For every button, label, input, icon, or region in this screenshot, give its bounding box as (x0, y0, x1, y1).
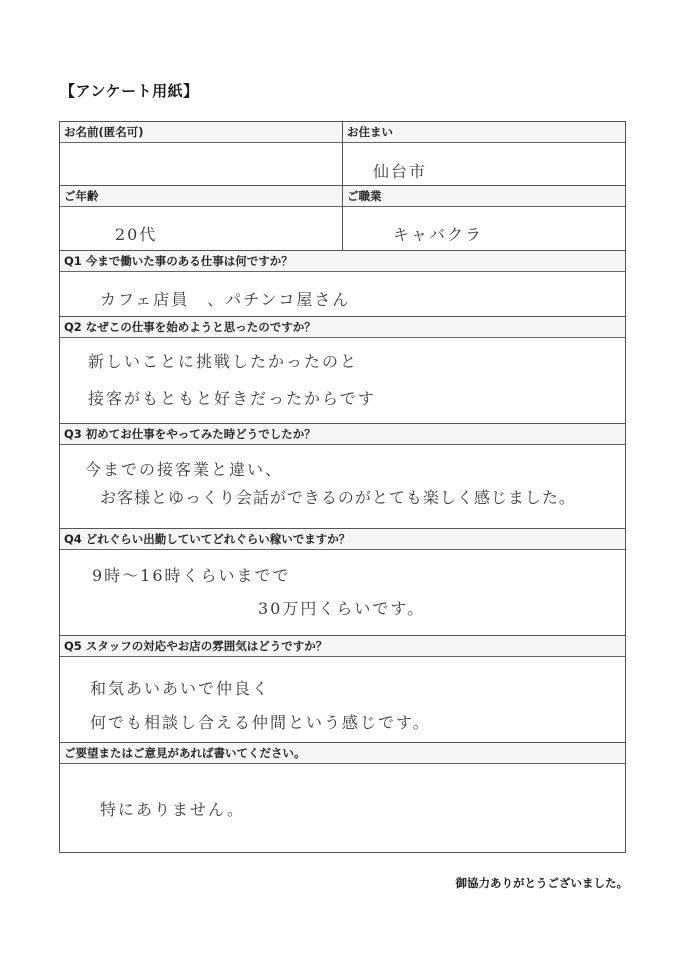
q4-label: Q4 どれぐらい出勤していてどれぐらい稼いでますか？ (60, 529, 625, 550)
q3-answer-area[interactable] (60, 445, 625, 528)
question-q2 (60, 317, 625, 424)
question-q5 (60, 636, 625, 743)
q4-cell (60, 529, 625, 635)
q5-answer-area[interactable] (60, 657, 625, 742)
residence-field[interactable] (342, 122, 625, 185)
occupation-value: キャバクラ (393, 225, 484, 244)
q3-answer-line-2: お客様とゆっくり会話ができるのがとても楽しく感じました。 (100, 488, 576, 507)
q2-answer-area[interactable] (60, 338, 625, 423)
occupation-value-area[interactable] (343, 207, 625, 250)
question-q3 (60, 424, 625, 529)
survey-form (59, 121, 626, 853)
q5-answer-line-1: 和気あいあいで仲良く (90, 679, 271, 698)
age-occupation-row (60, 186, 625, 251)
q1-cell (60, 251, 625, 316)
q4-answer-line-2: 30万円くらいです。 (258, 599, 426, 618)
age-value: 20代 (115, 225, 158, 244)
comments-cell (60, 743, 625, 852)
age-value-area[interactable] (60, 207, 342, 250)
occupation-label: ご職業 (343, 186, 625, 207)
age-field[interactable] (60, 186, 342, 250)
q5-cell (60, 636, 625, 742)
q2-cell (60, 317, 625, 423)
question-q1 (60, 251, 625, 317)
thank-you-note: 御協力ありがとうございました。 (455, 876, 628, 890)
q1-label: Q1 今まで働いた事のある仕事は何ですか？ (60, 251, 625, 272)
q3-label: Q3 初めてお仕事をやってみた時どうでしたか？ (60, 424, 625, 445)
name-field[interactable] (60, 122, 342, 185)
name-value-area[interactable] (60, 143, 342, 185)
q1-answer-area[interactable] (60, 272, 625, 316)
comments-label: ご要望またはご意見があれば書いてください。 (60, 743, 625, 764)
q5-label: Q5 スタッフの対応やお店の雰囲気はどうですか？ (60, 636, 625, 657)
q2-answer-line-2: 接客がもともと好きだったからです (88, 389, 376, 408)
occupation-field[interactable] (342, 186, 625, 250)
page-title: 【アンケート用紙】 (60, 82, 199, 100)
residence-label: お住まい (343, 122, 625, 143)
age-label: ご年齢 (60, 186, 342, 207)
name-residence-row (60, 122, 625, 186)
question-comments (60, 743, 625, 852)
q5-answer-line-2: 何でも相談し合える仲間という感じです。 (90, 713, 431, 732)
q3-cell (60, 424, 625, 528)
comments-answer-line-1: 特にありません。 (100, 800, 245, 819)
q4-answer-area[interactable] (60, 550, 625, 635)
residence-value: 仙台市 (373, 162, 428, 181)
name-label: お名前(匿名可) (60, 122, 342, 143)
q2-label: Q2 なぜこの仕事を始めようと思ったのですか？ (60, 317, 625, 338)
q2-answer-line-1: 新しいことに挑戦したかったのと (88, 352, 359, 371)
residence-value-area[interactable] (343, 143, 625, 185)
q1-answer-line-1: カフェ店員 、パチンコ屋さん (100, 290, 351, 309)
comments-answer-area[interactable] (60, 764, 625, 852)
q4-answer-line-1: 9時〜16時くらいまでで (92, 566, 291, 585)
q3-answer-line-1: 今までの接客業と違い、 (85, 460, 284, 479)
question-q4 (60, 529, 625, 636)
